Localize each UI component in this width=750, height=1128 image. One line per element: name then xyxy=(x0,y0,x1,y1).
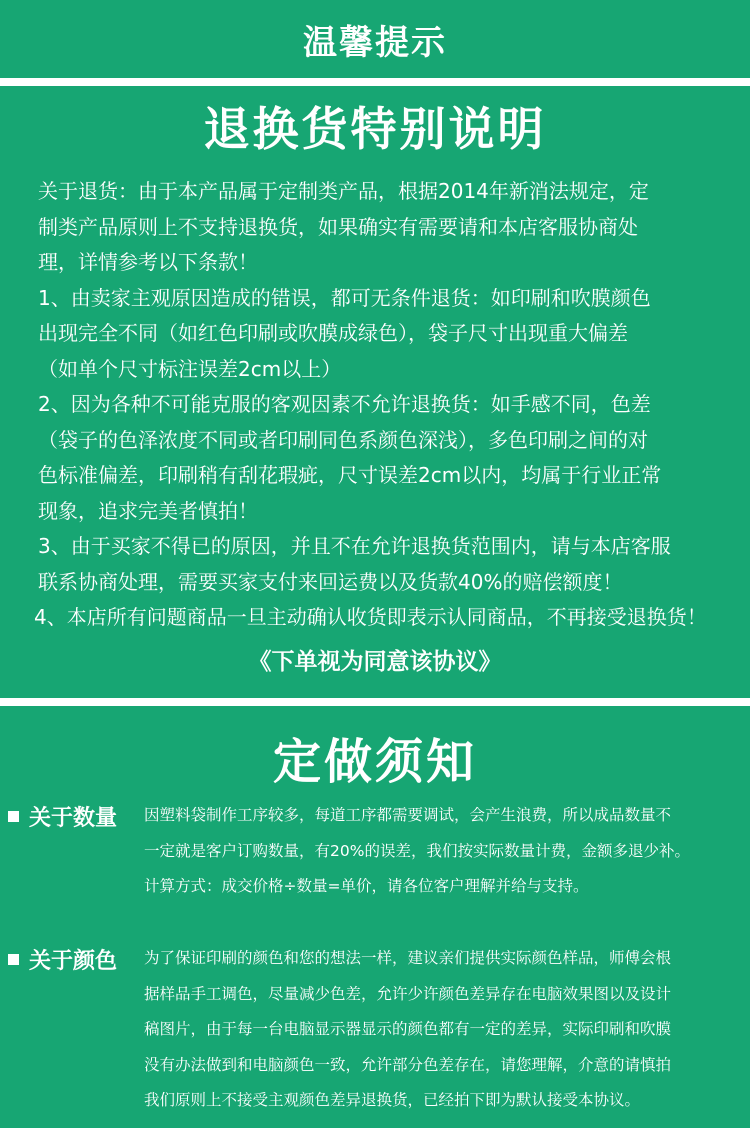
quantity-line: 因塑料袋制作工序较多，每道工序都需要调试，会产生浪费，所以成品数量不 xyxy=(144,806,672,824)
policy-line: 关于退货：由于本产品属于定制类产品，根据2014年新消法规定，定 xyxy=(38,179,649,203)
policy-line: 理，详情参考以下条款！ xyxy=(38,250,258,274)
policy-line: （袋子的色泽浓度不同或者印刷同色系颜色深浅），多色印刷之间的对 xyxy=(38,427,648,452)
quantity-label: 关于数量 xyxy=(29,805,118,831)
custom-notice-section xyxy=(0,698,750,1109)
color-section xyxy=(0,941,750,1121)
color-line: 稿图片，由于每一台电脑显示器显示的颜色都有一定的差异，实际印刷和吹膜 xyxy=(144,1020,672,1038)
policy-line: 4、本店所有问题商品一旦主动确认收货即表示认同商品，不再接受退换货！ xyxy=(34,605,707,629)
color-label-row xyxy=(8,941,117,977)
return-policy-body xyxy=(0,174,750,636)
quantity-section xyxy=(0,798,750,908)
square-bullet-icon xyxy=(8,954,19,965)
quantity-line: 计算方式：成交价格÷数量=单价，请各位客户理解并给与支持。 xyxy=(144,877,589,895)
square-bullet-icon xyxy=(8,811,19,822)
color-line: 没有办法做到和电脑颜色一致，允许部分色差存在，请您理解，介意的请慎拍 xyxy=(144,1055,672,1074)
custom-notice-title: 定做须知 xyxy=(272,734,477,790)
policy-line: 制类产品原则上不支持退换货，如果确实有需要请和本店客服协商处 xyxy=(38,214,638,239)
color-label: 关于颜色 xyxy=(29,948,118,974)
color-line: 为了保证印刷的颜色和您的想法一样，建议亲们提供实际颜色样品，师傅会根 xyxy=(144,949,672,967)
policy-line: 出现完全不同（如红色印刷或吹膜成绿色），袋子尺寸出现重大偏差 xyxy=(38,321,628,345)
policy-line: （如单个尺寸标注误差2cm以上） xyxy=(38,356,342,381)
banner-title: 温馨提示 xyxy=(303,22,447,63)
quantity-line: 一定就是客户订购数量，有20%的误差，我们按实际数量计费，金额多退少补。 xyxy=(144,841,690,860)
policy-line: 色标准偏差，印刷稍有刮花瑕疵，尺寸误差2cm以内，均属于行业正常 xyxy=(38,463,662,487)
quantity-text xyxy=(144,798,744,905)
policy-line: 联系协商处理，需要买家支付来回运费以及货款40%的赔偿额度！ xyxy=(38,569,623,594)
agreement-note: 《下单视为同意该协议》 xyxy=(248,648,502,675)
quantity-label-row xyxy=(8,798,117,834)
policy-line: 3、由于买家不得已的原因，并且不在允许退换货范围内，请与本店客服 xyxy=(38,534,671,558)
return-policy-title: 退换货特别说明 xyxy=(203,102,547,156)
divider-top xyxy=(0,78,750,86)
color-text xyxy=(144,941,744,1119)
color-line: 我们原则上不接受主观颜色差异退换货，已经拍下即为默认接受本协议。 xyxy=(144,1091,641,1109)
policy-line: 现象，追求完美者慎拍！ xyxy=(38,498,258,523)
policy-line: 1、由卖家主观原因造成的错误，都可无条件退货：如印刷和吹膜颜色 xyxy=(38,285,651,310)
policy-line: 2、因为各种不可能克服的客观因素不允许退换货：如手感不同，色差 xyxy=(38,392,651,416)
divider-middle xyxy=(0,698,750,706)
color-line: 据样品手工调色，尽量减少色差，允许少许颜色差异存在电脑效果图以及设计 xyxy=(144,984,672,1003)
